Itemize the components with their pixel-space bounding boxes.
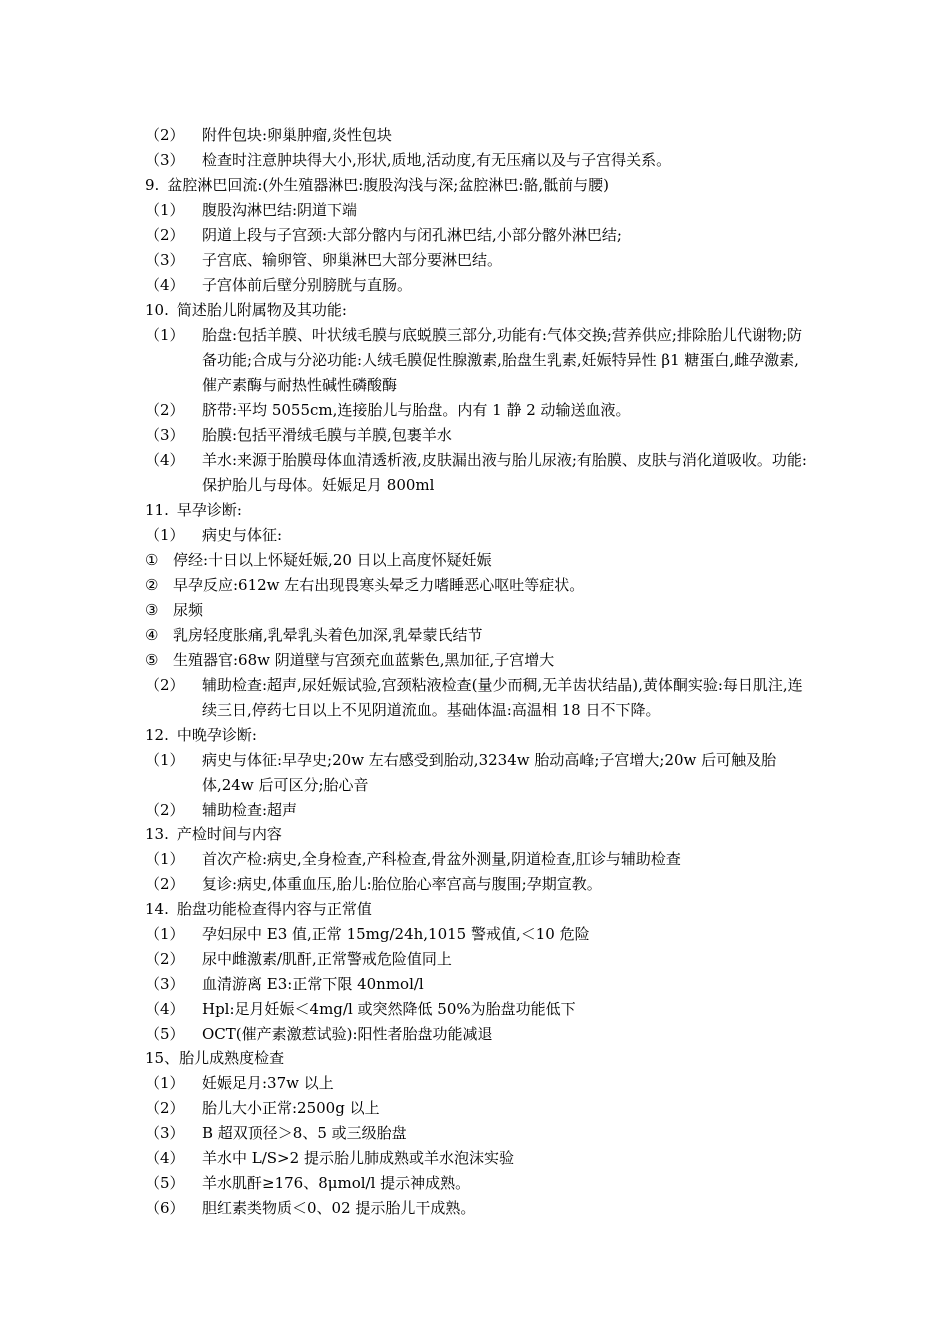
item-number: （2） xyxy=(145,126,185,144)
item-number: （5） xyxy=(145,1174,185,1192)
sub-item-marker: ⑤ xyxy=(145,651,159,669)
list-item xyxy=(145,398,810,423)
item-number: （1） xyxy=(145,1074,185,1092)
list-item xyxy=(145,523,810,548)
sub-item-text: 停经:十日以上怀疑妊娠,20 日以上高度怀疑妊娠 xyxy=(173,551,492,569)
item-text: 羊水肌酐≥176、8μmol/l 提示神成熟。 xyxy=(202,1174,471,1192)
sub-item-text: 尿频 xyxy=(173,601,204,619)
section-heading xyxy=(145,173,810,198)
section-heading xyxy=(145,822,810,847)
list-item xyxy=(145,223,810,248)
item-number: （4） xyxy=(145,1149,185,1167)
heading-text: 中晚孕诊断: xyxy=(176,726,257,744)
item-number: （6） xyxy=(145,1199,185,1217)
item-number: （2） xyxy=(145,676,185,694)
list-item xyxy=(145,198,810,223)
item-number: （4） xyxy=(145,451,185,469)
sub-item-marker: ① xyxy=(145,551,159,569)
item-text: OCT(催产素激惹试验):阳性者胎盘功能减退 xyxy=(202,1025,493,1043)
heading-number: 15、 xyxy=(145,1049,180,1067)
list-item xyxy=(145,798,810,823)
item-text: 子宫体前后壁分别膀胱与直肠。 xyxy=(202,276,413,294)
item-text: 孕妇尿中 E3 值,正常 15mg/24h,1015 警戒值,＜10 危险 xyxy=(202,925,590,943)
heading-text: 胎儿成熟度检查 xyxy=(179,1049,285,1067)
list-item xyxy=(145,1146,810,1171)
list-item xyxy=(145,248,810,273)
list-item xyxy=(145,847,810,872)
item-number: （2） xyxy=(145,801,185,819)
item-text: 病史与体征: xyxy=(202,526,283,544)
list-item xyxy=(145,273,810,298)
item-number: （1） xyxy=(145,526,185,544)
list-item xyxy=(145,673,810,723)
section-heading xyxy=(145,1046,810,1071)
item-text: 复诊:病史,体重血压,胎儿:胎位胎心率宫高与腹围;孕期宣教。 xyxy=(202,875,602,893)
heading-text: 产检时间与内容 xyxy=(176,825,282,843)
sub-item-text: 生殖器官:68w 阴道壁与宫颈充血蓝紫色,黑加征,子宫增大 xyxy=(173,651,555,669)
item-number: （1） xyxy=(145,751,185,769)
list-item xyxy=(145,922,810,947)
item-text: 尿中雌激素/肌酐,正常警戒危险值同上 xyxy=(202,950,452,968)
item-text: 胆红素类物质＜0、02 提示胎儿干成熟。 xyxy=(202,1199,476,1217)
item-number: （4） xyxy=(145,1000,185,1018)
sub-item xyxy=(145,648,810,673)
item-number: （3） xyxy=(145,975,185,993)
item-text: 腹股沟淋巴结:阴道下端 xyxy=(202,201,358,219)
item-text: 羊水中 L/S>2 提示胎儿肺成熟或羊水泡沫实验 xyxy=(202,1149,514,1167)
item-number: （1） xyxy=(145,326,185,344)
item-number: （1） xyxy=(145,201,185,219)
list-item xyxy=(145,1121,810,1146)
list-item xyxy=(145,148,810,173)
item-text: 胎膜:包括平滑绒毛膜与羊膜,包裹羊水 xyxy=(202,426,452,444)
list-item xyxy=(145,448,810,498)
item-number: （3） xyxy=(145,151,185,169)
item-number: （3） xyxy=(145,1124,185,1142)
item-number: （2） xyxy=(145,875,185,893)
heading-text: 盆腔淋巴回流:(外生殖器淋巴:腹股沟浅与深;盆腔淋巴:骼,骶前与腰) xyxy=(167,176,610,194)
list-item xyxy=(145,423,810,448)
item-number: （2） xyxy=(145,401,185,419)
heading-text: 早孕诊断: xyxy=(176,501,242,519)
item-text: 首次产检:病史,全身检查,产科检查,骨盆外测量,阴道检查,肛诊与辅助检查 xyxy=(202,850,681,868)
list-item xyxy=(145,123,810,148)
list-item xyxy=(145,972,810,997)
item-text: 胎盘:包括羊膜、叶状绒毛膜与底蜕膜三部分,功能有:气体交换;营养供应;排除胎儿代谢物;防备功能;合成与分泌功能:人绒毛膜促性腺激素,胎盘生乳素,妊娠特异性 β1 糖蛋白,雌孕激素,催产素酶与耐热性碱性磷酸酶 xyxy=(202,326,803,394)
sub-item-text: 乳房轻度胀痛,乳晕乳头着色加深,乳晕蒙氏结节 xyxy=(173,626,483,644)
item-text: 辅助检查:超声 xyxy=(202,801,298,819)
item-number: （1） xyxy=(145,925,185,943)
item-text: B 超双顶径＞8、5 或三级胎盘 xyxy=(202,1124,407,1142)
item-text: 子宫底、输卵管、卵巢淋巴大部分要淋巴结。 xyxy=(202,251,503,269)
sub-item xyxy=(145,598,810,623)
item-number: （2） xyxy=(145,226,185,244)
section-heading xyxy=(145,498,810,523)
item-number: （5） xyxy=(145,1025,185,1043)
item-text: 妊娠足月:37w 以上 xyxy=(202,1074,334,1092)
item-number: （3） xyxy=(145,426,185,444)
heading-text: 简述胎儿附属物及其功能: xyxy=(176,301,347,319)
sub-item-marker: ② xyxy=(145,576,159,594)
item-text: 胎儿大小正常:2500g 以上 xyxy=(202,1099,380,1117)
heading-number: 14. xyxy=(145,900,169,918)
item-number: （4） xyxy=(145,276,185,294)
section-heading xyxy=(145,298,810,323)
list-item xyxy=(145,1022,810,1047)
sub-item-marker: ④ xyxy=(145,626,159,644)
sub-item xyxy=(145,573,810,598)
list-item xyxy=(145,1196,810,1221)
item-text: 检查时注意肿块得大小,形状,质地,活动度,有无压痛以及与子宫得关系。 xyxy=(202,151,672,169)
list-item xyxy=(145,872,810,897)
heading-number: 13. xyxy=(145,825,169,843)
list-item xyxy=(145,748,810,798)
heading-text: 胎盘功能检查得内容与正常值 xyxy=(176,900,372,918)
section-heading xyxy=(145,723,810,748)
sub-item xyxy=(145,623,810,648)
item-number: （2） xyxy=(145,1099,185,1117)
item-text: 羊水:来源于胎膜母体血清透析液,皮肤漏出液与胎儿尿液;有胎膜、皮肤与消化道吸收。功能:保护胎儿与母体。妊娠足月 800ml xyxy=(202,451,807,494)
section-heading xyxy=(145,897,810,922)
list-item xyxy=(145,1071,810,1096)
heading-number: 9. xyxy=(145,176,160,194)
item-text: 血清游离 E3:正常下限 40nmol/l xyxy=(202,975,424,993)
item-text: 脐带:平均 5055cm,连接胎儿与胎盘。内有 1 静 2 动输送血液。 xyxy=(202,401,631,419)
heading-number: 10. xyxy=(145,301,169,319)
sub-item-marker: ③ xyxy=(145,601,159,619)
item-number: （1） xyxy=(145,850,185,868)
list-item xyxy=(145,997,810,1022)
item-text: Hpl:足月妊娠＜4mg/l 或突然降低 50%为胎盘功能低下 xyxy=(202,1000,576,1018)
list-item xyxy=(145,323,810,398)
list-item xyxy=(145,947,810,972)
item-number: （2） xyxy=(145,950,185,968)
heading-number: 12. xyxy=(145,726,169,744)
list-item xyxy=(145,1171,810,1196)
item-number: （3） xyxy=(145,251,185,269)
heading-number: 11. xyxy=(145,501,169,519)
item-text: 辅助检查:超声,尿妊娠试验,宫颈粘液检查(量少而稠,无羊齿状结晶),黄体酮实验:每日肌注,连续三日,停药七日以上不见阴道流血。基础体温:高温相 18 日不下降。 xyxy=(202,676,803,719)
item-text: 病史与体征:早孕史;20w 左右感受到胎动,3234w 胎动高峰;子宫增大;20w 后可触及胎体,24w 后可区分;胎心音 xyxy=(202,751,777,794)
sub-item-text: 早孕反应:612w 左右出现畏寒头晕乏力嗜睡恶心呕吐等症状。 xyxy=(173,576,585,594)
item-text: 附件包块:卵巢肿瘤,炎性包块 xyxy=(202,126,392,144)
list-item xyxy=(145,1096,810,1121)
sub-item xyxy=(145,548,810,573)
item-text: 阴道上段与子宫颈:大部分髂内与闭孔淋巴结,小部分髂外淋巴结; xyxy=(202,226,622,244)
